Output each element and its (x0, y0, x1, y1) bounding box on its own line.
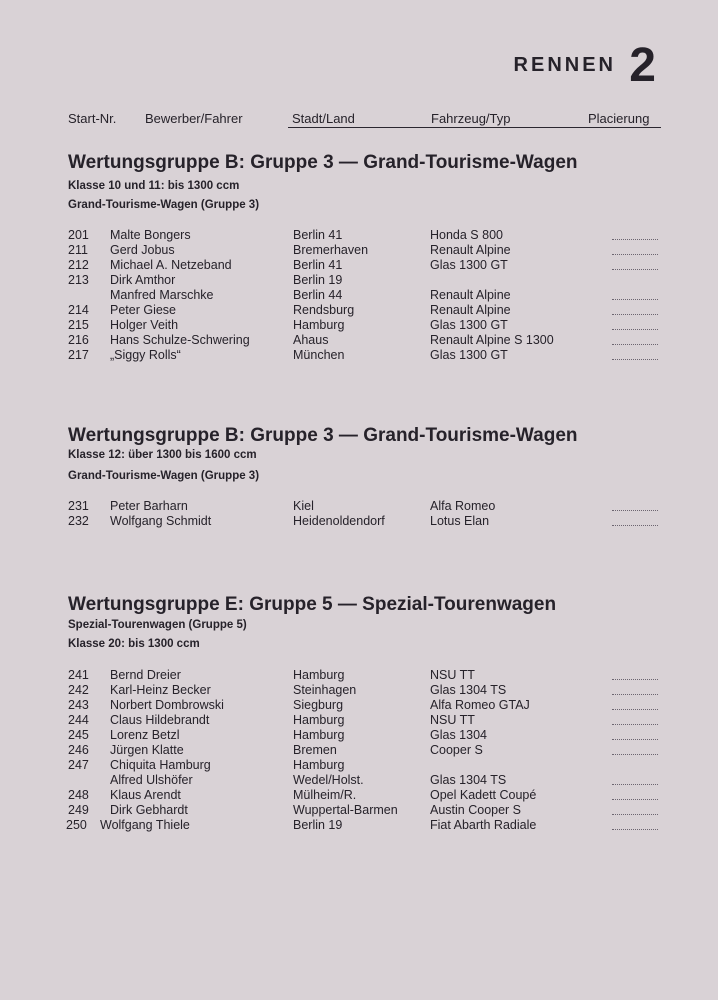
section-subtitle: Grand-Tourisme-Wagen (Gruppe 3) (68, 199, 260, 211)
vehicle: Honda S 800 (430, 228, 503, 242)
city: Berlin 19 (293, 273, 343, 287)
driver-name: Norbert Dombrowski (110, 698, 224, 712)
entry-row (0, 318, 718, 333)
start-number: 242 (68, 683, 89, 697)
placing-line (612, 314, 658, 315)
driver-name: Klaus Arendt (110, 788, 181, 802)
entry-row (0, 288, 718, 303)
vehicle: Glas 1300 GT (430, 318, 508, 332)
city: Hamburg (293, 668, 345, 682)
driver-name: Lorenz Betzl (110, 728, 180, 742)
race-label: RENNEN (513, 54, 616, 76)
vehicle: Glas 1304 TS (430, 773, 507, 787)
placing-line (612, 344, 658, 345)
start-number: 250 (66, 818, 87, 832)
city: Wuppertal-Barmen (293, 803, 398, 817)
city: Bremerhaven (293, 243, 369, 257)
vehicle: Renault Alpine (430, 303, 511, 317)
driver-name: Holger Veith (110, 318, 179, 332)
section-title: Wertungsgruppe E: Gruppe 5 — Spezial-Tourenwagen (68, 594, 557, 615)
driver-name: „Siggy Rolls“ (110, 348, 181, 362)
driver-name: Dirk Gebhardt (110, 803, 188, 817)
city: Berlin 19 (293, 818, 343, 832)
vehicle: Lotus Elan (430, 514, 490, 528)
placing-line (612, 525, 658, 526)
driver-name: Malte Bongers (110, 228, 191, 242)
driver-name: Manfred Marschke (110, 288, 214, 302)
placing-line (612, 299, 658, 300)
city: Berlin 41 (293, 228, 343, 242)
start-number: 231 (68, 499, 89, 513)
placing-line (612, 510, 658, 511)
driver-name: Jürgen Klatte (110, 743, 184, 757)
city: Hamburg (293, 758, 345, 772)
placing-line (612, 239, 658, 240)
vehicle: Alfa Romeo (430, 499, 496, 513)
city: Hamburg (293, 728, 345, 742)
vehicle: NSU TT (430, 713, 475, 727)
placing-line (612, 724, 658, 725)
city: Mülheim/R. (293, 788, 357, 802)
placing-line (612, 709, 658, 710)
vehicle: Glas 1304 (430, 728, 487, 742)
vehicle: Renault Alpine (430, 288, 511, 302)
vehicle: Glas 1304 TS (430, 683, 507, 697)
city: Berlin 44 (293, 288, 343, 302)
placing-line (612, 784, 658, 785)
section-title: Wertungsgruppe B: Gruppe 3 — Grand-Tourisme-Wagen (68, 425, 578, 446)
city: Wedel/Holst. (293, 773, 364, 787)
placing-line (612, 829, 658, 830)
section-subtitle: Klasse 20: bis 1300 ccm (68, 638, 200, 650)
vehicle: Austin Cooper S (430, 803, 522, 817)
column-header-entrant: Bewerber/Fahrer (145, 111, 243, 126)
start-number: 212 (68, 258, 89, 272)
vehicle: Renault Alpine (430, 243, 511, 257)
city: München (293, 348, 345, 362)
start-number: 214 (68, 303, 89, 317)
entry-row (0, 303, 718, 318)
entry-row (0, 773, 718, 788)
placing-line (612, 254, 658, 255)
start-number: 217 (68, 348, 89, 362)
entry-row (0, 698, 718, 713)
driver-name: Chiquita Hamburg (110, 758, 211, 772)
driver-name: Bernd Dreier (110, 668, 181, 682)
driver-name: Michael A. Netzeband (110, 258, 232, 272)
city: Berlin 41 (293, 258, 343, 272)
column-header-vehicle: Fahrzeug/Typ (431, 111, 511, 126)
start-number: 232 (68, 514, 89, 528)
driver-name: Hans Schulze-Schwering (110, 333, 250, 347)
column-header-placing: Placierung (588, 111, 650, 126)
entry-row (0, 333, 718, 348)
entry-row (0, 273, 718, 288)
column-header-city: Stadt/Land (292, 111, 355, 126)
vehicle: Opel Kadett Coupé (430, 788, 537, 802)
column-header-start-nr: Start-Nr. (68, 111, 117, 126)
entry-row (0, 803, 718, 818)
driver-name: Karl-Heinz Becker (110, 683, 211, 697)
section-subtitle: Spezial-Tourenwagen (Gruppe 5) (68, 619, 247, 631)
city: Steinhagen (293, 683, 357, 697)
start-number: 244 (68, 713, 89, 727)
placing-line (612, 754, 658, 755)
entry-row (0, 499, 718, 514)
entry-row (0, 243, 718, 258)
start-number: 246 (68, 743, 89, 757)
city: Ahaus (293, 333, 329, 347)
header-rule (288, 127, 661, 128)
start-number: 216 (68, 333, 89, 347)
entry-row (0, 683, 718, 698)
entry-row (0, 668, 718, 683)
driver-name: Peter Barharn (110, 499, 188, 513)
driver-name: Dirk Amthor (110, 273, 176, 287)
placing-line (612, 269, 658, 270)
entry-row (0, 258, 718, 273)
placing-line (612, 359, 658, 360)
entry-row (0, 743, 718, 758)
placing-line (612, 329, 658, 330)
city: Hamburg (293, 318, 345, 332)
city: Bremen (293, 743, 337, 757)
city: Hamburg (293, 713, 345, 727)
entry-row (0, 728, 718, 743)
start-number: 248 (68, 788, 89, 802)
driver-name: Claus Hildebrandt (110, 713, 210, 727)
driver-name: Peter Giese (110, 303, 177, 317)
driver-name: Alfred Ulshöfer (110, 773, 193, 787)
section-subtitle: Klasse 12: über 1300 bis 1600 ccm (68, 449, 257, 461)
start-number: 245 (68, 728, 89, 742)
start-number: 211 (68, 243, 88, 257)
entry-row (0, 758, 718, 773)
placing-line (612, 814, 658, 815)
vehicle: NSU TT (430, 668, 475, 682)
section-title: Wertungsgruppe B: Gruppe 3 — Grand-Tourisme-Wagen (68, 152, 578, 173)
vehicle: Renault Alpine S 1300 (430, 333, 554, 347)
entry-row (0, 348, 718, 363)
driver-name: Wolfgang Thiele (100, 818, 190, 832)
driver-name: Wolfgang Schmidt (110, 514, 212, 528)
city: Heidenoldendorf (293, 514, 385, 528)
placing-line (612, 799, 658, 800)
vehicle: Glas 1300 GT (430, 348, 508, 362)
entry-row (0, 788, 718, 803)
section-subtitle: Grand-Tourisme-Wagen (Gruppe 3) (68, 470, 260, 482)
entry-row (0, 228, 718, 243)
city: Siegburg (293, 698, 344, 712)
entry-row (0, 514, 718, 529)
placing-line (612, 679, 658, 680)
city: Kiel (293, 499, 314, 513)
start-number: 215 (68, 318, 89, 332)
placing-line (612, 739, 658, 740)
start-number: 201 (68, 228, 89, 242)
start-number: 249 (68, 803, 89, 817)
start-number: 213 (68, 273, 89, 287)
driver-name: Gerd Jobus (110, 243, 175, 257)
vehicle: Alfa Romeo GTAJ (430, 698, 530, 712)
vehicle: Fiat Abarth Radiale (430, 818, 537, 832)
section-subtitle: Klasse 10 und 11: bis 1300 ccm (68, 180, 240, 192)
city: Rendsburg (293, 303, 355, 317)
start-number: 247 (68, 758, 89, 772)
entry-row (0, 818, 718, 833)
race-number: 2 (629, 39, 656, 92)
entry-row (0, 713, 718, 728)
vehicle: Cooper S (430, 743, 483, 757)
vehicle: Glas 1300 GT (430, 258, 508, 272)
start-number: 243 (68, 698, 89, 712)
placing-line (612, 694, 658, 695)
start-number: 241 (68, 668, 89, 682)
